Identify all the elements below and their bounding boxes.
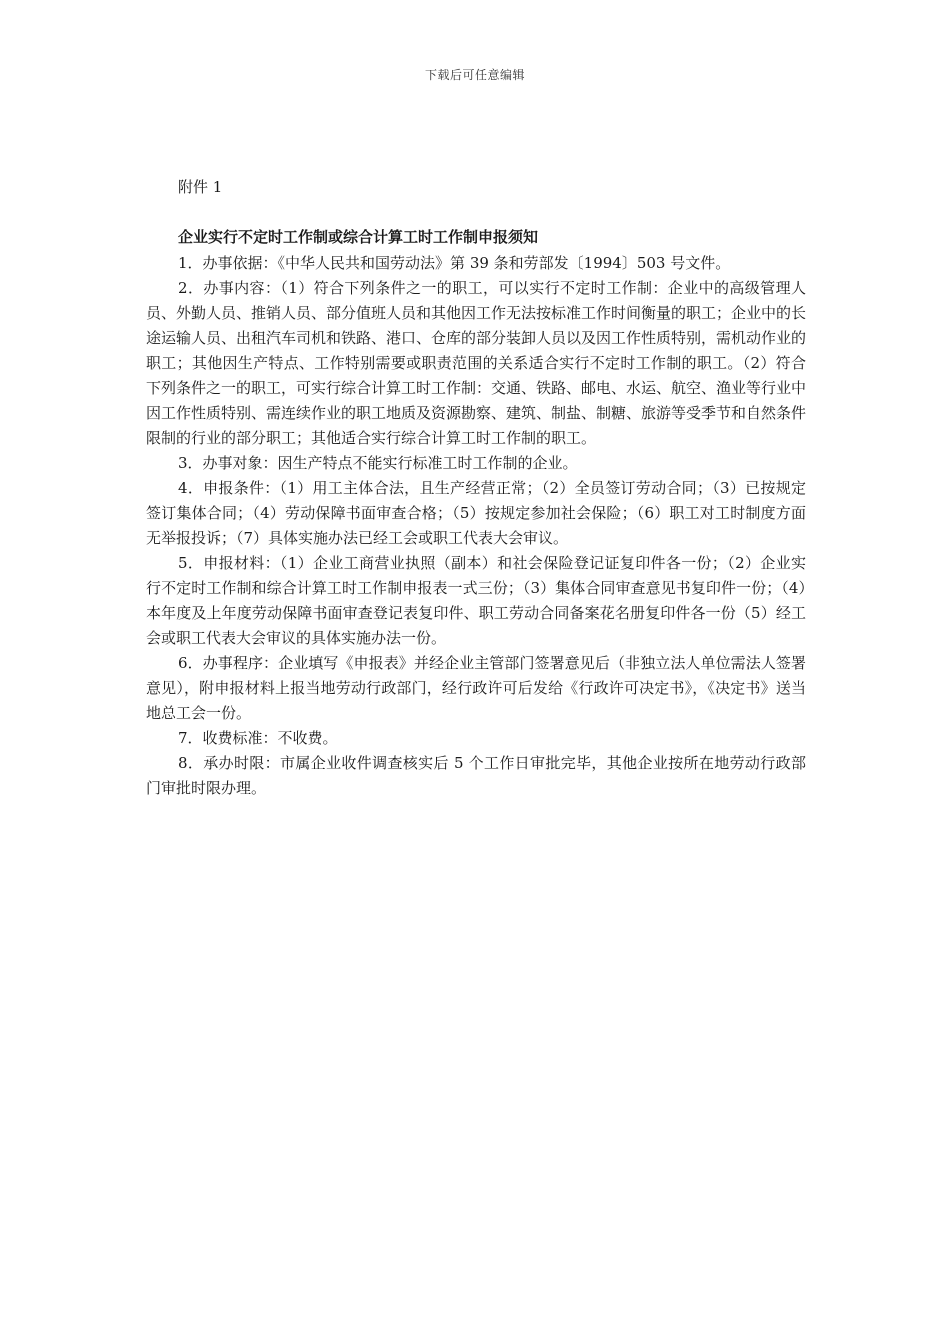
document-body — [146, 251, 806, 801]
paragraph-materials: 5．申报材料：（1）企业工商营业执照（副本）和社会保险登记证复印件各一份；（2）企业实行不定时工作制和综合计算工时工作制申报表一式三份；（3）集体合同审查意见书复印件一份；（4）本年度及上年度劳动保障书面审查登记表复印件、职工劳动合同备案花名册复印件各一份（5）经工会或职工代表大会审议的具体实施办法一份。 — [146, 554, 806, 647]
page-header: 下载后可任意编辑 — [424, 68, 525, 82]
paragraph-fees: 7．收费标准：不收费。 — [178, 729, 338, 747]
paragraph-time-limit: 8．承办时限：市属企业收件调查核实后 5 个工作日审批完毕，其他企业按所在地劳动行政部门审批时限办理。 — [146, 754, 806, 797]
paragraph-content: 2．办事内容：（1）符合下列条件之一的职工，可以实行不定时工作制：企业中的高级管理人员、外勤人员、推销人员、部分值班人员和其他因工作无法按标准工作时间衡量的职工；企业中的长途运输人员、出租汽车司机和铁路、港口、仓库的部分装卸人员以及因工作性质特别，需机动作业的职工；其他因生产特点、工作特别需要或职责范围的关系适合实行不定时工作制的职工。（2）符合下列条件之一的职工，可实行综合计算工时工作制：交通、铁路、邮电、水运、航空、渔业等行业中因工作性质特别、需连续作业的职工地质及资源勘察、建筑、制盐、制糖、旅游等受季节和自然条件限制的行业的部分职工；其他适合实行综合计算工时工作制的职工。 — [146, 279, 807, 447]
paragraph-conditions: 4．申报条件：（1）用工主体合法，且生产经营正常；（2）全员签订劳动合同；（3）已按规定签订集体合同；（4）劳动保障书面审查合格；（5）按规定参加社会保险；（6）职工对工时制度方面无举报投诉；（7）具体实施办法已经工会或职工代表大会审议。 — [146, 479, 806, 547]
paragraph-target: 3．办事对象：因生产特点不能实行标准工时工作制的企业。 — [178, 454, 578, 472]
paragraph-procedure: 6．办事程序：企业填写《申报表》并经企业主管部门签署意见后（非独立法人单位需法人签署意见），附申报材料上报当地劳动行政部门，经行政许可后发给《行政许可决定书》，《决定书》送当地总工会一份。 — [146, 654, 806, 722]
attachment-label: 附件 1 — [178, 178, 223, 196]
document-title: 企业实行不定时工作制或综合计算工时工作制申报须知 — [178, 228, 539, 246]
paragraph-basis: 1．办事依据：《中华人民共和国劳动法》第 39 条和劳部发〔1994〕503 号文件。 — [178, 254, 731, 272]
